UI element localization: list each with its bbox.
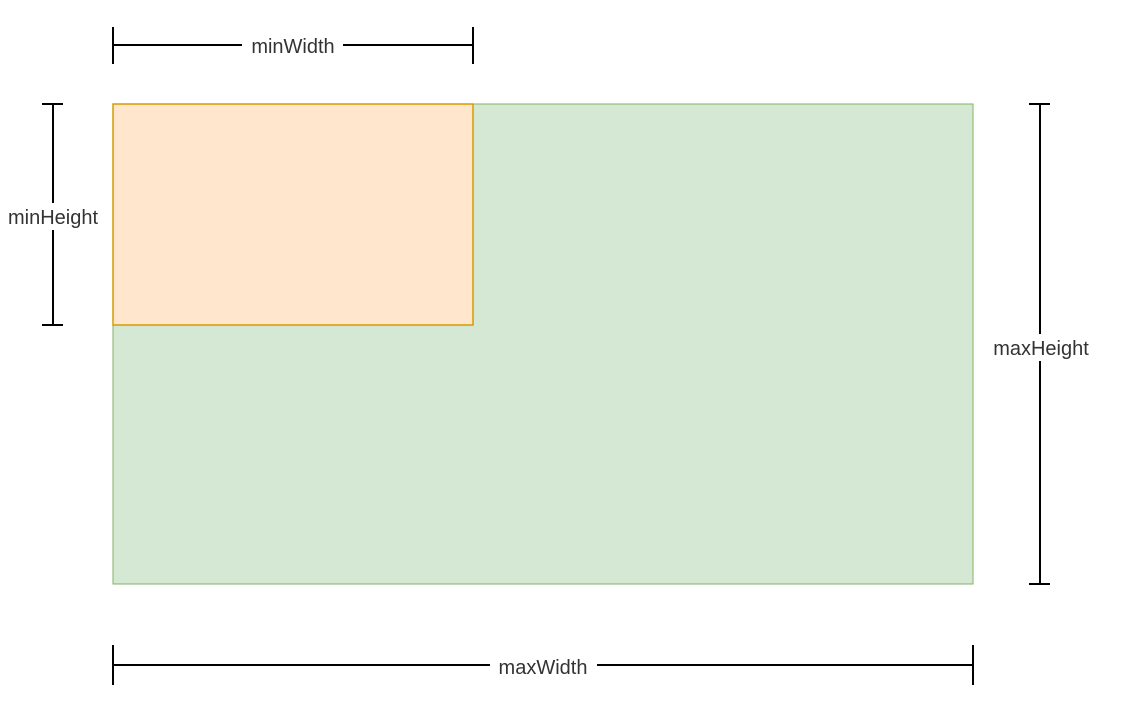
- min-width-label: minWidth: [251, 36, 335, 58]
- min-size-box: [113, 104, 473, 325]
- min-height-label: minHeight: [7, 207, 99, 229]
- max-width-label: maxWidth: [498, 657, 588, 679]
- max-height-label: maxHeight: [993, 338, 1089, 360]
